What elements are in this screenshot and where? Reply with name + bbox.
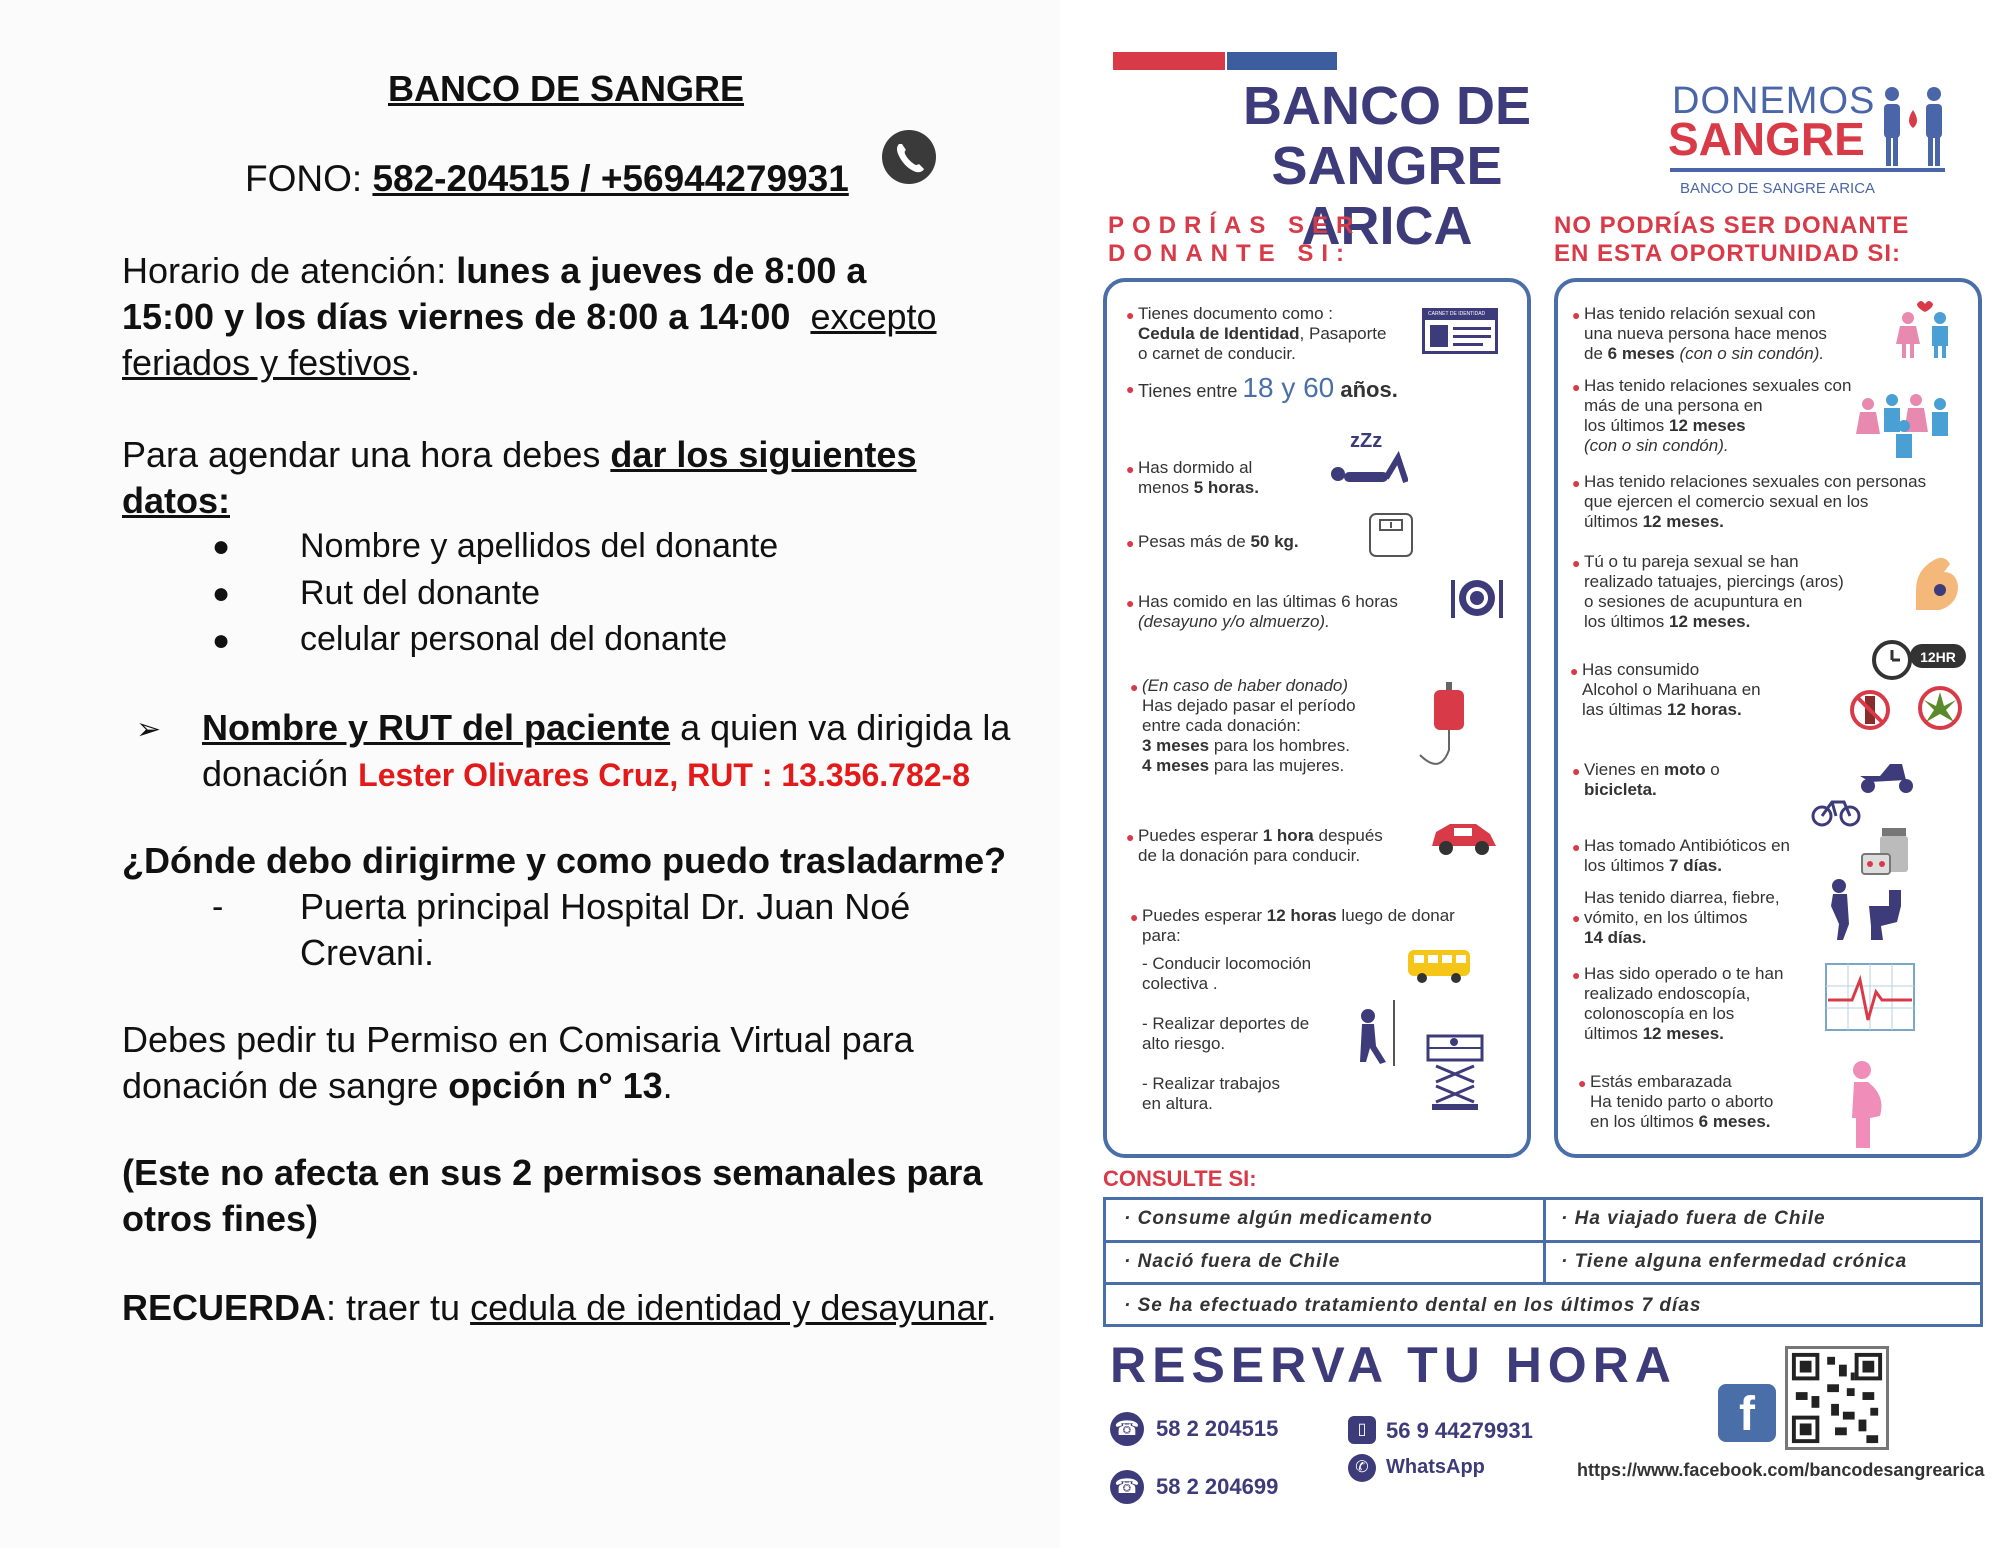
- data-item-1: Nombre y apellidos del donante: [300, 527, 779, 565]
- line: Has sido operado o te han: [1584, 964, 1784, 983]
- line: de la donación para conducir.: [1138, 846, 1361, 865]
- line-bold: 50 kg.: [1250, 532, 1299, 551]
- line: en los últimos: [1590, 1112, 1699, 1131]
- line: Vienes en: [1584, 760, 1665, 779]
- line: para las mujeres.: [1209, 756, 1345, 775]
- qr-code-icon[interactable]: [1785, 1346, 1889, 1450]
- consult-heading: CONSULTE SI:: [1103, 1166, 1257, 1191]
- data-item-3: celular personal del donante: [300, 620, 728, 658]
- sick-toilet-icon: [1825, 876, 1903, 942]
- booking-bold-2: datos:: [122, 480, 230, 521]
- table-divider: [1543, 1200, 1546, 1285]
- phone-line: [245, 158, 849, 200]
- location-line-2: Crevani.: [300, 932, 435, 973]
- line-bold: 12 meses.: [1669, 612, 1751, 631]
- patient-paragraph: [202, 705, 1042, 798]
- moto-bicycle-icon: [1810, 746, 1920, 828]
- line: colonoscopía en los: [1584, 1004, 1735, 1023]
- arrow-bullet: ➢: [136, 713, 162, 746]
- line: - Realizar trabajos: [1142, 1074, 1280, 1093]
- ineligible-heading-2: EN ESTA OPORTUNIDAD SI:: [1554, 240, 1902, 267]
- climber-icon: [1346, 1000, 1406, 1066]
- note-line-1: (Este no afecta en sus 2 permisos semanales para: [122, 1152, 983, 1193]
- eligible-12h-wait: ● Puedes esperar 12 horas luego de donar para: - Conducir locomoción colectiva . - Realizar deportes de alto riesgo. - Realizar trabajos en altura.: [1130, 906, 1455, 1113]
- line: Has tomado Antibióticos en: [1584, 836, 1791, 855]
- reminder-text: : traer tu: [326, 1287, 471, 1328]
- line-bold: 1 hora: [1262, 826, 1314, 845]
- line-bold: 12 meses.: [1642, 1024, 1724, 1043]
- mobile-number[interactable]: 56 9 44279931: [1386, 1418, 1533, 1443]
- brochure: [1080, 0, 2010, 1548]
- eligible-heading: [1108, 212, 1361, 268]
- line-bold: 12 horas.: [1667, 700, 1742, 719]
- line: alto riesgo.: [1142, 1034, 1226, 1053]
- line: realizado tatuajes, piercings (aros): [1584, 572, 1844, 591]
- reminder-label: RECUERDA: [122, 1287, 327, 1328]
- line-bold: 7 días.: [1669, 856, 1722, 875]
- line: Tú o tu pareja sexual se han: [1584, 552, 1799, 571]
- line: los últimos: [1584, 416, 1670, 435]
- alcohol-marijuana-icon: [1848, 638, 1972, 738]
- ineligible-heading-1: NO PODRÍAS SER DONANTE: [1554, 212, 1910, 239]
- line: entre cada donación:: [1142, 716, 1301, 735]
- line-bold: 6 meses.: [1698, 1112, 1771, 1131]
- logo-subtitle: BANCO DE SANGRE ARICA: [1680, 180, 1876, 197]
- ineligible-antibiotics: ● Has tomado Antibióticos en los últimos 7 días.: [1572, 836, 1791, 875]
- eligible-id-document: ● Tienes documento como : Cedula de Identidad, Pasaporte o carnet de conducir.: [1126, 304, 1387, 363]
- schedule-days: lunes a jueves de 8:00 a: [456, 250, 867, 291]
- couple-icon: [1892, 300, 1958, 360]
- note-paragraph: [122, 1150, 1022, 1242]
- line: - Realizar deportes de: [1142, 1014, 1310, 1033]
- permit-paragraph: [122, 1017, 1022, 1109]
- consult-item-2: · Ha viajado fuera de Chile: [1561, 1208, 1826, 1229]
- line: menos: [1138, 478, 1194, 497]
- bullet-dot: ●: [212, 624, 231, 657]
- line-bold: 12 horas: [1266, 906, 1337, 925]
- schedule-hours: 15:00 y los días viernes de 8:00 a 14:00: [122, 296, 791, 337]
- schedule-label: Horario de atención:: [122, 250, 457, 291]
- line: de: [1584, 344, 1608, 363]
- line: últimos: [1584, 512, 1643, 531]
- brochure-title-line-1: BANCO DE SANGRE: [1242, 76, 1531, 196]
- ineligible-heading: [1554, 212, 1909, 268]
- line-bold: 14 días.: [1584, 928, 1647, 947]
- car-icon: [1428, 818, 1500, 858]
- patient-text-2: donación: [202, 753, 359, 794]
- eligible-heading-1: PODRÍAS SER: [1108, 212, 1362, 239]
- eligible-previous-donation: ● (En caso de haber donado) Has dejado pasar el período entre cada donación: 3 meses para los hombres. 4 meses para las mujeres.: [1130, 676, 1356, 775]
- schedule-exception: excepto: [810, 296, 937, 337]
- phone-icon: [880, 128, 938, 186]
- dash-bullet: -: [212, 888, 224, 926]
- line: Has tenido relaciones sexuales con personas: [1584, 472, 1927, 491]
- phone-number-1[interactable]: 58 2 204515: [1156, 1416, 1279, 1441]
- eligible-drive-wait: ● Puedes esperar 1 hora después de la donación para conducir.: [1126, 826, 1383, 865]
- bus-icon: [1406, 946, 1472, 984]
- line: realizado endoscopía,: [1584, 984, 1751, 1003]
- line: , Pasaporte: [1299, 324, 1387, 343]
- line-bold: 4 meses: [1142, 756, 1210, 775]
- tattoo-arm-icon: [1910, 550, 1964, 612]
- ineligible-multiple-partners: ● Has tenido relaciones sexuales con más de una persona en los últimos 12 meses (con o sin condón).: [1572, 376, 1852, 455]
- ineligible-pregnancy: ● Estás embarazada Ha tenido parto o aborto en los últimos 6 meses.: [1578, 1072, 1774, 1131]
- line-bold: bicicleta.: [1584, 780, 1657, 799]
- line: o: [1705, 760, 1720, 779]
- heartbeat-monitor-icon: [1824, 962, 1916, 1032]
- facebook-icon[interactable]: f: [1718, 1384, 1776, 1442]
- line-bold: 5 horas.: [1193, 478, 1259, 497]
- red-bar: [1113, 52, 1225, 70]
- permit-line-2: donación de sangre: [122, 1065, 449, 1106]
- line-bold: 3 meses: [1142, 736, 1210, 755]
- ineligible-tattoos: ● Tú o tu pareja sexual se han realizado tatuajes, piercings (aros) o sesiones de acupuntura en los últimos 12 meses.: [1572, 552, 1844, 631]
- line: Alcohol o Marihuana en: [1582, 680, 1761, 699]
- permit-line-1: Debes pedir tu Permiso en Comisaria Virtual para: [122, 1019, 914, 1060]
- blue-bar: [1227, 52, 1337, 70]
- line: los últimos: [1584, 856, 1670, 875]
- line: Ha tenido parto o aborto: [1590, 1092, 1774, 1111]
- line: (con o sin condón).: [1584, 436, 1729, 455]
- location-line-1: Puerta principal Hospital Dr. Juan Noé: [300, 886, 911, 927]
- line: Estás embarazada: [1590, 1072, 1732, 1091]
- eligible-age: ● Tienes entre 18 y 60 años.: [1126, 372, 1398, 403]
- line: Puedes esperar: [1138, 826, 1263, 845]
- note-line-2: otros fines): [122, 1198, 319, 1239]
- ineligible-diarrhea: ● Has tenido diarrea, fiebre, vómito, en los últimos 14 días.: [1572, 888, 1780, 947]
- pregnant-woman-icon: [1840, 1058, 1888, 1150]
- line: que ejercen el comercio sexual en los: [1584, 492, 1869, 511]
- eligible-heading-2: DONANTE SI:: [1108, 240, 1352, 267]
- ineligible-surgery: ● Has sido operado o te han realizado endoscopía, colonoscopía en los últimos 12 meses.: [1572, 964, 1784, 1043]
- line: Has comido en las últimas 6 horas: [1138, 592, 1398, 611]
- line: Has tenido relaciones sexuales con: [1584, 376, 1852, 395]
- line: Tienes entre: [1138, 381, 1243, 401]
- line: luego de donar: [1336, 906, 1455, 925]
- blood-bag-icon: [1410, 680, 1480, 780]
- donors-logo-icon: [1880, 84, 1946, 170]
- schedule-paragraph: [122, 248, 1022, 386]
- reminder-end: .: [986, 1287, 997, 1328]
- ineligible-alcohol: ● Has consumido Alcohol o Marihuana en las últimas 12 horas.: [1570, 660, 1761, 719]
- schedule-holidays: feriados y festivos: [122, 342, 411, 383]
- medicine-icon: [1860, 826, 1912, 878]
- whatsapp-label[interactable]: WhatsApp: [1386, 1456, 1485, 1478]
- reserve-heading: RESERVA TU HORA: [1110, 1337, 1677, 1393]
- whatsapp-icon: ✆: [1348, 1454, 1376, 1482]
- line: (desayuno y/o almuerzo).: [1138, 612, 1330, 631]
- patient-name: Lester Olivares Cruz, RUT : 13.356.782-8: [358, 757, 970, 793]
- line-bold: moto: [1664, 760, 1706, 779]
- eligible-weight: ● Pesas más de 50 kg.: [1126, 532, 1299, 551]
- line-bold: 6 meses: [1607, 344, 1675, 363]
- id-card-label: CARNET DE IDENTIDAD: [1425, 311, 1495, 320]
- reminder-paragraph: [122, 1285, 1022, 1331]
- line-bold: 12 meses: [1669, 416, 1746, 435]
- line: Has tenido diarrea, fiebre,: [1584, 888, 1780, 907]
- line: Pesas más de: [1138, 532, 1251, 551]
- consult-item-1: · Consume algún medicamento: [1124, 1208, 1433, 1229]
- ineligible-motorcycle: ● Vienes en moto o bicicleta.: [1572, 760, 1720, 799]
- permit-option: opción n° 13: [448, 1065, 663, 1106]
- telephone-icon: ☎: [1110, 1470, 1144, 1504]
- ineligible-new-partner: ● Has tenido relación sexual con una nueva persona hace menos de 6 meses (con o sin condón).: [1572, 304, 1827, 363]
- patient-label: Nombre y RUT del paciente: [202, 707, 671, 748]
- location-question: ¿Dónde debo dirigirme y como puedo trasladarme?: [122, 840, 1007, 881]
- line: vómito, en los últimos: [1584, 908, 1748, 927]
- line-bold: 12 meses.: [1642, 512, 1724, 531]
- schedule-end: .: [410, 342, 421, 383]
- line: Has consumido: [1582, 660, 1700, 679]
- line: en altura.: [1142, 1094, 1213, 1113]
- phone-label: FONO:: [245, 158, 373, 199]
- line: después: [1313, 826, 1383, 845]
- consult-item-5: · Se ha efectuado tratamiento dental en los últimos 7 días: [1124, 1295, 1702, 1316]
- reminder-items: cedula de identidad y desayunar: [470, 1287, 987, 1328]
- bullet-dot: ●: [212, 577, 231, 610]
- location-answer: [300, 884, 1000, 976]
- booking-paragraph: [122, 432, 1022, 524]
- line: Has tenido relación sexual con: [1584, 304, 1816, 323]
- line: para:: [1142, 926, 1181, 945]
- logo-sangre: SANGRE: [1668, 113, 1865, 165]
- line-bold: años.: [1334, 377, 1398, 402]
- phone-number-2[interactable]: 58 2 204699: [1156, 1474, 1279, 1499]
- consult-item-4: · Tiene alguna enfermedad crónica: [1561, 1251, 1908, 1272]
- booking-bold: dar los siguientes: [610, 434, 917, 475]
- age-range: 18 y 60: [1242, 372, 1335, 403]
- line: (con o sin condón).: [1674, 344, 1825, 363]
- data-item-2: Rut del donante: [300, 574, 541, 612]
- id-card-icon: [1422, 308, 1498, 354]
- line: Tienes documento como :: [1138, 304, 1333, 323]
- line: colectiva .: [1142, 974, 1218, 993]
- line-bold: Cedula de Identidad: [1138, 324, 1300, 343]
- line: Has dormido al: [1138, 458, 1253, 477]
- bullet-dot: ●: [212, 530, 231, 563]
- document-title: BANCO DE SANGRE: [388, 68, 745, 109]
- eligible-sleep: ● Has dormido al menos 5 horas.: [1126, 458, 1259, 497]
- line: Has dejado pasar el período: [1142, 696, 1356, 715]
- patient-text: a quien va dirigida la: [670, 707, 1011, 748]
- ineligible-sex-work: ● Has tenido relaciones sexuales con personas que ejercen el comercio sexual en los últimos 12 meses.: [1572, 472, 1927, 531]
- zzz-label: zZz: [1350, 430, 1383, 452]
- scale-icon: [1368, 512, 1414, 558]
- permit-end: .: [662, 1065, 673, 1106]
- line: (En caso de haber donado): [1142, 676, 1349, 695]
- scaffold-worker-icon: [1422, 1030, 1488, 1114]
- consult-item-3: · Nació fuera de Chile: [1124, 1251, 1341, 1272]
- line: últimos: [1584, 1024, 1643, 1043]
- mobile-phone-icon: ▯: [1348, 1416, 1376, 1444]
- group-icon: [1854, 388, 1954, 460]
- brochure-title-line-2: ARICA: [1301, 196, 1473, 256]
- line: - Conducir locomoción: [1142, 954, 1312, 973]
- consult-table: [1103, 1197, 1983, 1327]
- line: o carnet de conducir.: [1138, 344, 1296, 363]
- logo-donemos: DONEMOS: [1672, 80, 1876, 122]
- facebook-url[interactable]: https://www.facebook.com/bancodesangrearica: [1577, 1460, 1985, 1480]
- booking-text: Para agendar una hora debes: [122, 434, 611, 475]
- line: las últimas: [1582, 700, 1668, 719]
- line: para los hombres.: [1209, 736, 1350, 755]
- clock-label: 12HR: [1920, 649, 1956, 665]
- phone-number: 582-204515 / +56944279931: [372, 158, 849, 199]
- line: una nueva persona hace menos: [1584, 324, 1827, 343]
- telephone-icon: ☎: [1110, 1412, 1144, 1446]
- sleeping-person-icon: [1320, 448, 1408, 490]
- plate-cutlery-icon: [1448, 576, 1506, 620]
- eligible-ate: ● Has comido en las últimas 6 horas (desayuno y/o almuerzo).: [1126, 592, 1398, 631]
- line: o sesiones de acupuntura en: [1584, 592, 1803, 611]
- line: más de una persona en: [1584, 396, 1763, 415]
- line: los últimos: [1584, 612, 1670, 631]
- line: Puedes esperar: [1142, 906, 1267, 925]
